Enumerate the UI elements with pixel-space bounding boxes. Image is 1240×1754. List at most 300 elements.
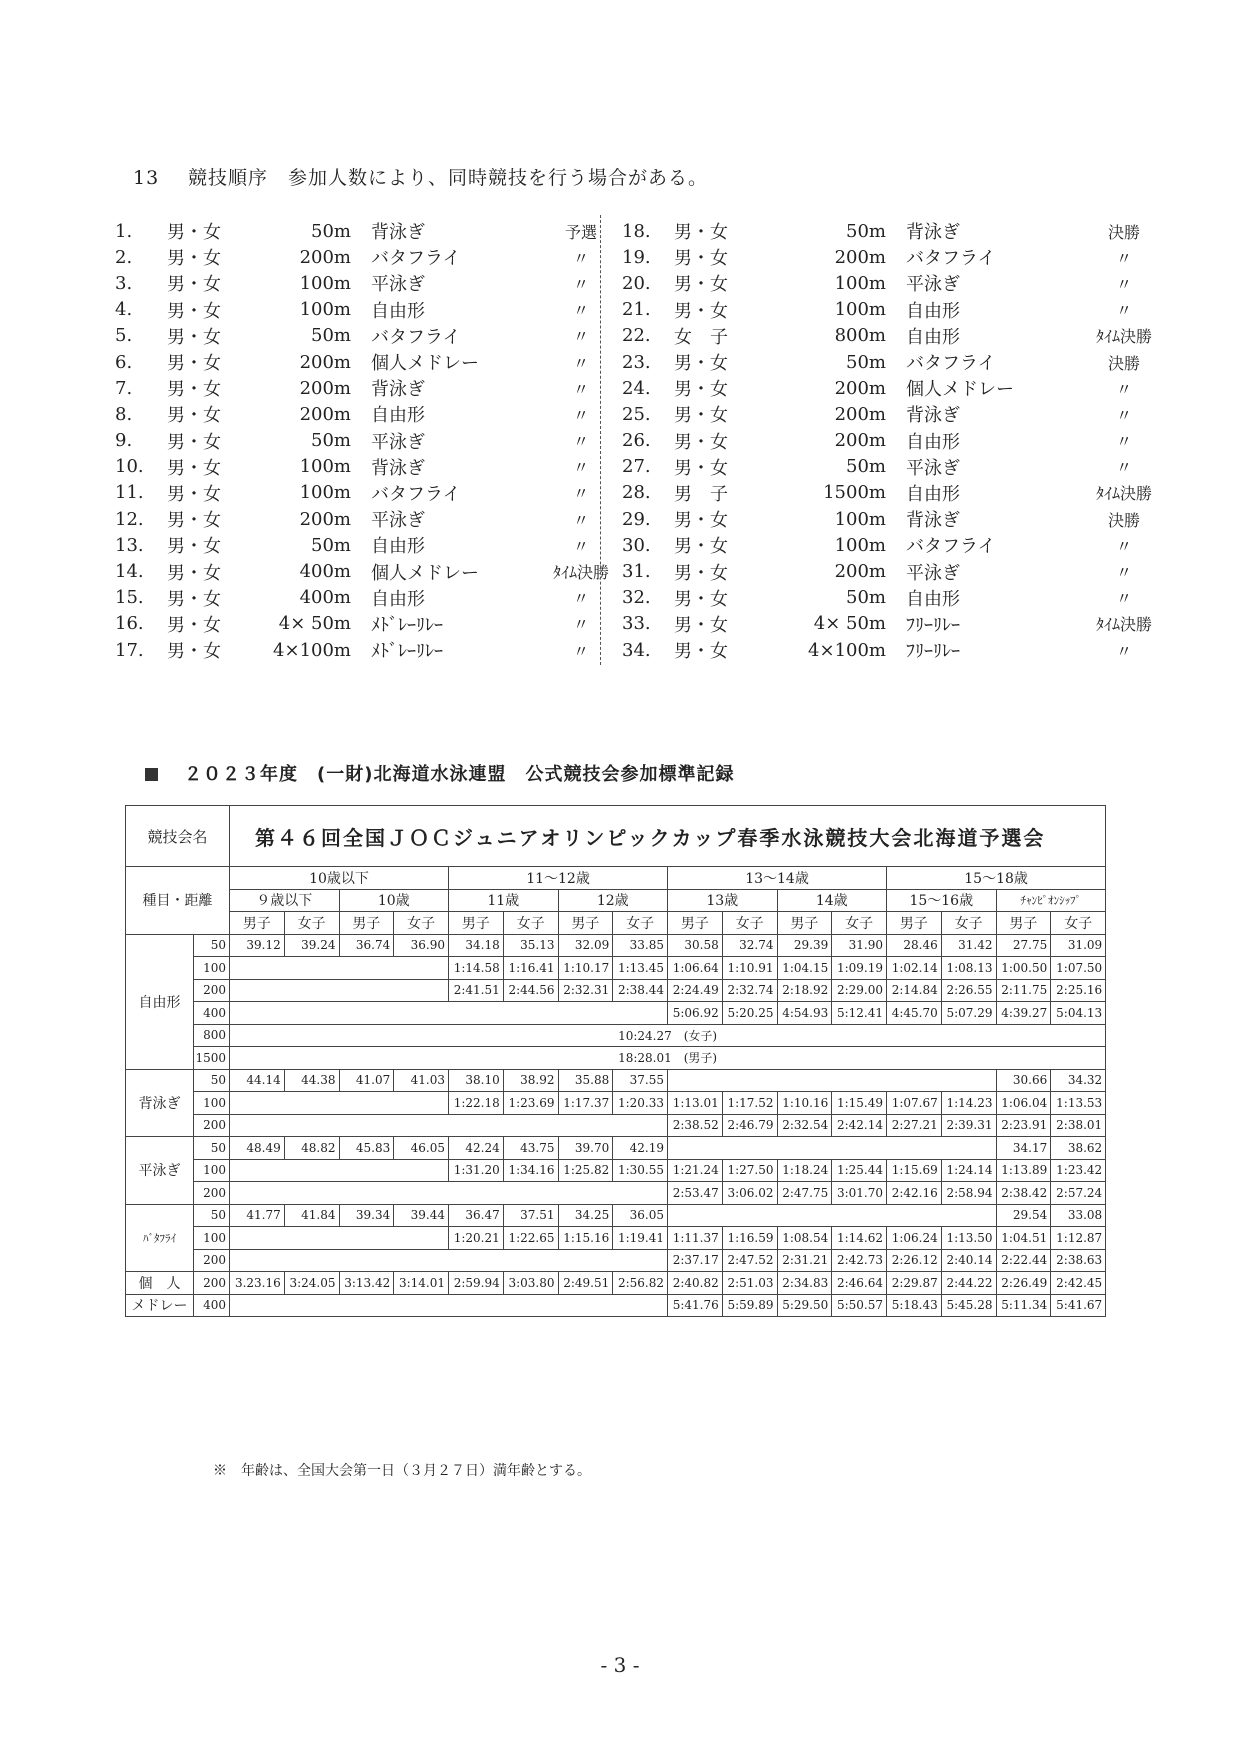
event-number: 2. — [115, 246, 133, 268]
time-cell: 1:15.16 — [558, 1227, 613, 1250]
event-number: 25. — [622, 403, 651, 425]
empty-cell — [668, 1137, 997, 1160]
sex-header: 女子 — [394, 912, 449, 935]
time-cell: 1:10.91 — [722, 957, 777, 980]
event-sex: 男・女 — [167, 588, 221, 610]
stroke-label: 自由形 — [126, 934, 194, 1069]
standards-row — [126, 1249, 1106, 1272]
event-row — [115, 428, 636, 454]
event-distance: 200m — [834, 403, 886, 425]
time-cell: 5:12.41 — [832, 1002, 887, 1025]
event-number: 30. — [622, 534, 651, 556]
event-number: 8. — [115, 403, 133, 425]
time-cell: 1:24.14 — [941, 1159, 996, 1182]
sex-header: 男子 — [558, 912, 613, 935]
event-distance: 400m — [299, 587, 351, 609]
event-row — [115, 454, 636, 480]
time-cell: 2:49.51 — [558, 1272, 613, 1295]
event-row — [115, 375, 636, 401]
event-stroke: バタフライ — [371, 326, 461, 348]
event-row — [622, 637, 1174, 663]
event-distance: 50m — [311, 534, 351, 556]
time-cell: 2:26.55 — [941, 979, 996, 1002]
time-cell: 1:15.49 — [832, 1092, 887, 1115]
event-number: 11. — [115, 482, 144, 504]
event-round: 〃 — [572, 510, 589, 530]
event-sex: 男・女 — [167, 379, 221, 401]
standards-row — [126, 1204, 1106, 1227]
event-number: 18. — [622, 220, 651, 242]
time-cell: 1:34.16 — [503, 1159, 558, 1182]
time-cell: 31.90 — [832, 934, 887, 957]
event-stroke: バタフライ — [906, 248, 996, 270]
event-distance: 200m — [299, 403, 351, 425]
time-cell: 43.75 — [503, 1137, 558, 1160]
event-round: ﾀｲﾑ決勝 — [1095, 327, 1152, 347]
event-row — [115, 558, 636, 584]
event-round: 〃 — [572, 379, 589, 399]
sex-header: 女子 — [722, 912, 777, 935]
event-distance: 200m — [299, 508, 351, 530]
event-round: 〃 — [1115, 248, 1132, 268]
event-sex: 男・女 — [167, 483, 221, 505]
event-row — [115, 244, 636, 270]
time-cell: 2:38.52 — [668, 1114, 723, 1137]
distance-cell: 1500 — [194, 1047, 230, 1070]
time-cell: 39.24 — [284, 934, 339, 957]
distance-cell: 200 — [194, 979, 230, 1002]
event-row — [115, 480, 636, 506]
empty-cell — [230, 1002, 668, 1025]
time-cell: 3:01.70 — [832, 1182, 887, 1205]
event-number: 27. — [622, 456, 651, 478]
event-number: 10. — [115, 456, 144, 478]
time-cell: 34.18 — [449, 934, 504, 957]
sex-header: 女子 — [1051, 912, 1106, 935]
time-cell: 30.58 — [668, 934, 723, 957]
time-cell: 36.90 — [394, 934, 449, 957]
time-cell: 1:17.52 — [722, 1092, 777, 1115]
event-number: 22. — [622, 325, 651, 347]
time-cell: 3:24.05 — [284, 1272, 339, 1295]
event-distance: 400m — [299, 561, 351, 583]
time-cell: 2:23.91 — [996, 1114, 1051, 1137]
event-stroke: 自由形 — [371, 405, 425, 427]
event-row — [115, 297, 636, 323]
event-sex: 男・女 — [674, 353, 728, 375]
time-cell: 35.13 — [503, 934, 558, 957]
subgroup-header: 10歳 — [339, 889, 449, 912]
subgroup-header: 11歳 — [449, 889, 559, 912]
event-sex: 男・女 — [674, 431, 728, 453]
time-cell: 3:06.02 — [722, 1182, 777, 1205]
time-cell: 4:39.27 — [996, 1002, 1051, 1025]
distance-cell: 100 — [194, 1159, 230, 1182]
event-row — [622, 506, 1174, 532]
event-round: 〃 — [572, 589, 589, 609]
event-row — [622, 611, 1174, 637]
event-sex: 男・女 — [167, 353, 221, 375]
empty-cell — [230, 957, 449, 980]
time-cell: 29.39 — [777, 934, 832, 957]
event-stroke: ﾌﾘｰﾘﾚｰ — [906, 614, 960, 636]
event-distance: 200m — [834, 377, 886, 399]
event-round: 〃 — [1115, 536, 1132, 556]
event-stroke: 自由形 — [906, 483, 960, 505]
time-cell: 2:11.75 — [996, 979, 1051, 1002]
time-cell: 1:13.01 — [668, 1092, 723, 1115]
time-cell: 2:38.01 — [1051, 1114, 1106, 1137]
distance-cell: 100 — [194, 1092, 230, 1115]
time-cell: 31.09 — [1051, 934, 1106, 957]
time-cell: 44.14 — [230, 1069, 285, 1092]
subgroup-header: ９歳以下 — [230, 889, 340, 912]
event-sex: 男・女 — [167, 300, 221, 322]
time-cell: 38.10 — [449, 1069, 504, 1092]
time-cell: 1:11.37 — [668, 1227, 723, 1250]
event-stroke: 自由形 — [371, 588, 425, 610]
event-round: 〃 — [572, 248, 589, 268]
event-round: 〃 — [1115, 301, 1132, 321]
event-order-left — [115, 218, 636, 663]
event-number: 16. — [115, 613, 144, 635]
event-distance: 200m — [299, 351, 351, 373]
event-stroke: 平泳ぎ — [371, 510, 425, 532]
event-distance: 50m — [311, 220, 351, 242]
standards-row — [126, 934, 1106, 957]
time-cell: 1:08.54 — [777, 1227, 832, 1250]
group-header: 11～12歳 — [449, 867, 668, 890]
empty-cell — [230, 1182, 668, 1205]
time-cell: 2:47.52 — [722, 1249, 777, 1272]
distance-cell: 100 — [194, 957, 230, 980]
event-number: 17. — [115, 639, 144, 661]
event-row — [622, 558, 1174, 584]
standards-row — [126, 1114, 1106, 1137]
empty-cell — [230, 1227, 449, 1250]
time-cell: 1:17.37 — [558, 1092, 613, 1115]
time-cell: 3:14.01 — [394, 1272, 449, 1295]
time-cell: 3.23.16 — [230, 1272, 285, 1295]
time-cell: 1:08.13 — [941, 957, 996, 980]
time-cell: 1:27.50 — [722, 1159, 777, 1182]
time-cell: 38.62 — [1051, 1137, 1106, 1160]
time-cell: 2:31.21 — [777, 1249, 832, 1272]
time-cell: 2:18.92 — [777, 979, 832, 1002]
event-round: 〃 — [572, 458, 589, 478]
event-sex: 男・女 — [167, 431, 221, 453]
time-cell: 45.83 — [339, 1137, 394, 1160]
time-cell: 1:20.33 — [613, 1092, 668, 1115]
event-row — [622, 297, 1174, 323]
distance-cell: 200 — [194, 1249, 230, 1272]
empty-cell — [230, 979, 449, 1002]
time-cell: 5:50.57 — [832, 1294, 887, 1317]
event-row — [622, 375, 1174, 401]
time-cell: 5:07.29 — [941, 1002, 996, 1025]
time-cell: 33.85 — [613, 934, 668, 957]
time-cell: 34.25 — [558, 1204, 613, 1227]
event-sex: 男・女 — [167, 457, 221, 479]
time-cell: 5:04.13 — [1051, 1002, 1106, 1025]
sex-header: 男子 — [777, 912, 832, 935]
time-cell: 1:21.24 — [668, 1159, 723, 1182]
time-cell: 39.44 — [394, 1204, 449, 1227]
time-cell: 2:44.22 — [941, 1272, 996, 1295]
meet-name: 第４６回全国ＪＯＣジュニアオリンピックカップ春季水泳競技大会北海道予選会 — [230, 806, 1106, 867]
subgroup-header: 15～16歳 — [887, 889, 997, 912]
event-sex: 男・女 — [167, 536, 221, 558]
time-cell: 1:22.18 — [449, 1092, 504, 1115]
time-cell: 1:09.19 — [832, 957, 887, 980]
time-cell: 1:19.41 — [613, 1227, 668, 1250]
time-cell: 36.05 — [613, 1204, 668, 1227]
standards-row — [126, 1227, 1106, 1250]
time-cell: 18:28.01 (男子) — [230, 1047, 1106, 1070]
event-number: 29. — [622, 508, 651, 530]
time-cell: 30.66 — [996, 1069, 1051, 1092]
event-row — [115, 611, 636, 637]
time-cell: 2:32.31 — [558, 979, 613, 1002]
event-sex: 男・女 — [674, 510, 728, 532]
time-cell: 32.74 — [722, 934, 777, 957]
event-stroke: 平泳ぎ — [906, 562, 960, 584]
time-cell: 1:13.53 — [1051, 1092, 1106, 1115]
time-cell: 41.84 — [284, 1204, 339, 1227]
event-distance: 4× 50m — [278, 613, 351, 635]
event-number: 12. — [115, 508, 144, 530]
event-round: 〃 — [572, 274, 589, 294]
event-stroke: 自由形 — [371, 536, 425, 558]
event-round: ﾀｲﾑ決勝 — [552, 563, 609, 583]
event-row — [622, 270, 1174, 296]
group-header: 10歳以下 — [230, 867, 449, 890]
sex-header: 男子 — [996, 912, 1051, 935]
event-round: 〃 — [572, 327, 589, 347]
event-round: 〃 — [572, 353, 589, 373]
event-distance: 100m — [834, 272, 886, 294]
time-cell: 41.77 — [230, 1204, 285, 1227]
time-cell: 2:42.73 — [832, 1249, 887, 1272]
event-distance: 4×100m — [273, 639, 351, 661]
time-cell: 5:06.92 — [668, 1002, 723, 1025]
event-stroke: 平泳ぎ — [906, 274, 960, 296]
time-cell: 39.70 — [558, 1137, 613, 1160]
event-number: 5. — [115, 325, 133, 347]
time-cell: 28.46 — [887, 934, 942, 957]
event-number: 23. — [622, 351, 651, 373]
standards-row — [126, 1272, 1106, 1295]
event-distance: 50m — [311, 430, 351, 452]
subgroup-header: 12歳 — [558, 889, 668, 912]
standards-row — [126, 1137, 1106, 1160]
time-cell: 41.03 — [394, 1069, 449, 1092]
event-stroke: 背泳ぎ — [906, 222, 960, 244]
time-cell: 42.19 — [613, 1137, 668, 1160]
event-sex: 男・女 — [167, 641, 221, 663]
event-row — [115, 218, 636, 244]
standards-row — [126, 1002, 1106, 1025]
event-sex: 男・女 — [674, 405, 728, 427]
event-round: 決勝 — [1107, 353, 1140, 373]
time-cell: 2:56.82 — [613, 1272, 668, 1295]
event-row — [622, 323, 1174, 349]
event-row — [622, 480, 1174, 506]
event-number: 13. — [115, 534, 144, 556]
event-stroke: 平泳ぎ — [371, 274, 425, 296]
time-cell: 2:32.54 — [777, 1114, 832, 1137]
event-row — [622, 244, 1174, 270]
event-round: 〃 — [1115, 432, 1132, 452]
time-cell: 2:58.94 — [941, 1182, 996, 1205]
time-cell: 1:10.16 — [777, 1092, 832, 1115]
time-cell: 1:13.89 — [996, 1159, 1051, 1182]
event-round: 〃 — [572, 484, 589, 504]
time-cell: 2:46.64 — [832, 1272, 887, 1295]
empty-cell — [230, 1114, 668, 1137]
footnote: ※ 年齢は、全国大会第一日（３月２７日）満年齢とする。 — [213, 1463, 591, 1479]
event-row — [622, 218, 1174, 244]
time-cell: 29.54 — [996, 1204, 1051, 1227]
event-number: 4. — [115, 299, 133, 321]
stroke-label: 背泳ぎ — [126, 1069, 194, 1137]
time-cell: 2:38.44 — [613, 979, 668, 1002]
time-cell: 35.88 — [558, 1069, 613, 1092]
time-cell: 1:06.04 — [996, 1092, 1051, 1115]
event-sex: 男・女 — [167, 405, 221, 427]
subgroup-header: ﾁｬﾝﾋﾟｵﾝｼｯﾌﾟ — [996, 889, 1106, 912]
event-stroke: バタフライ — [906, 353, 996, 375]
event-sex: 男・女 — [167, 248, 221, 270]
sex-header: 男子 — [449, 912, 504, 935]
event-number: 32. — [622, 587, 651, 609]
time-cell: 2:51.03 — [722, 1272, 777, 1295]
sex-header: 女子 — [941, 912, 996, 935]
sex-header: 女子 — [503, 912, 558, 935]
event-stroke: ﾒﾄﾞﾚｰﾘﾚｰ — [371, 614, 443, 636]
time-cell: 2:26.49 — [996, 1272, 1051, 1295]
standards-row — [126, 1294, 1106, 1317]
time-cell: 1:06.24 — [887, 1227, 942, 1250]
time-cell: 2:59.94 — [449, 1272, 504, 1295]
time-cell: 37.51 — [503, 1204, 558, 1227]
time-cell: 5:20.25 — [722, 1002, 777, 1025]
time-cell: 33.08 — [1051, 1204, 1106, 1227]
time-cell: 1:12.87 — [1051, 1227, 1106, 1250]
event-number: 7. — [115, 377, 133, 399]
event-sex: 男・女 — [167, 614, 221, 636]
event-distance: 50m — [846, 456, 886, 478]
event-distance: 100m — [834, 299, 886, 321]
empty-cell — [668, 1069, 997, 1092]
event-number: 26. — [622, 430, 651, 452]
distance-cell: 200 — [194, 1182, 230, 1205]
event-round: 〃 — [1115, 641, 1132, 661]
event-round: ﾀｲﾑ決勝 — [1095, 615, 1152, 635]
sex-header: 女子 — [832, 912, 887, 935]
time-cell: 1:13.45 — [613, 957, 668, 980]
time-cell: 48.49 — [230, 1137, 285, 1160]
time-cell: 2:34.83 — [777, 1272, 832, 1295]
time-cell: 2:27.21 — [887, 1114, 942, 1137]
square-bullet-icon — [145, 768, 158, 781]
event-distance: 200m — [834, 561, 886, 583]
time-cell: 38.92 — [503, 1069, 558, 1092]
standards-table — [125, 805, 1106, 1317]
event-distance: 100m — [299, 272, 351, 294]
event-row — [622, 454, 1174, 480]
event-stroke: 背泳ぎ — [371, 379, 425, 401]
time-cell: 5:45.28 — [941, 1294, 996, 1317]
event-stroke: 自由形 — [906, 588, 960, 610]
event-number: 28. — [622, 482, 651, 504]
time-cell: 31.42 — [941, 934, 996, 957]
event-stroke: 背泳ぎ — [906, 510, 960, 532]
event-sex: 男・女 — [674, 379, 728, 401]
time-cell: 4:45.70 — [887, 1002, 942, 1025]
standards-title — [145, 760, 734, 786]
event-row — [622, 532, 1174, 558]
event-number: 21. — [622, 299, 651, 321]
event-number: 9. — [115, 430, 133, 452]
time-cell: 5:11.34 — [996, 1294, 1051, 1317]
distance-cell: 400 — [194, 1294, 230, 1317]
sex-header: 女子 — [613, 912, 668, 935]
time-cell: 2:46.79 — [722, 1114, 777, 1137]
time-cell: 1:18.24 — [777, 1159, 832, 1182]
stroke-label: メドレー — [126, 1294, 194, 1317]
event-stroke: 自由形 — [906, 300, 960, 322]
time-cell: 2:40.82 — [668, 1272, 723, 1295]
time-cell: 37.55 — [613, 1069, 668, 1092]
distance-cell: 50 — [194, 1069, 230, 1092]
event-distance: 50m — [846, 587, 886, 609]
time-cell: 1:16.59 — [722, 1227, 777, 1250]
time-cell: 3:03.80 — [503, 1272, 558, 1295]
event-number: 3. — [115, 272, 133, 294]
sex-header: 男子 — [887, 912, 942, 935]
event-row — [622, 401, 1174, 427]
time-cell: 2:29.00 — [832, 979, 887, 1002]
event-stroke: 背泳ぎ — [906, 405, 960, 427]
event-row — [622, 428, 1174, 454]
event-sex: 男・女 — [167, 510, 221, 532]
event-stroke: 自由形 — [906, 326, 960, 348]
event-row — [115, 506, 636, 532]
distance-cell: 400 — [194, 1002, 230, 1025]
event-round: 予選 — [564, 222, 597, 242]
event-stroke: 平泳ぎ — [906, 457, 960, 479]
time-cell: 2:29.87 — [887, 1272, 942, 1295]
stroke-label: ﾊﾞﾀﾌﾗｲ — [126, 1204, 194, 1272]
stroke-label: 個 人 — [126, 1272, 194, 1295]
time-cell: 1:06.64 — [668, 957, 723, 980]
event-sex: 男・女 — [167, 562, 221, 584]
event-round: 〃 — [1115, 458, 1132, 478]
standards-row — [126, 979, 1106, 1002]
empty-cell — [230, 1249, 668, 1272]
standards-row — [126, 1047, 1106, 1070]
time-cell: 2:40.14 — [941, 1249, 996, 1272]
time-cell: 1:25.82 — [558, 1159, 613, 1182]
event-round: 〃 — [572, 405, 589, 425]
time-cell: 34.17 — [996, 1137, 1051, 1160]
time-cell: 1:25.44 — [832, 1159, 887, 1182]
sex-header: 男子 — [339, 912, 394, 935]
event-distance: 100m — [299, 482, 351, 504]
standards-row — [126, 1069, 1106, 1092]
event-stroke: 自由形 — [906, 431, 960, 453]
